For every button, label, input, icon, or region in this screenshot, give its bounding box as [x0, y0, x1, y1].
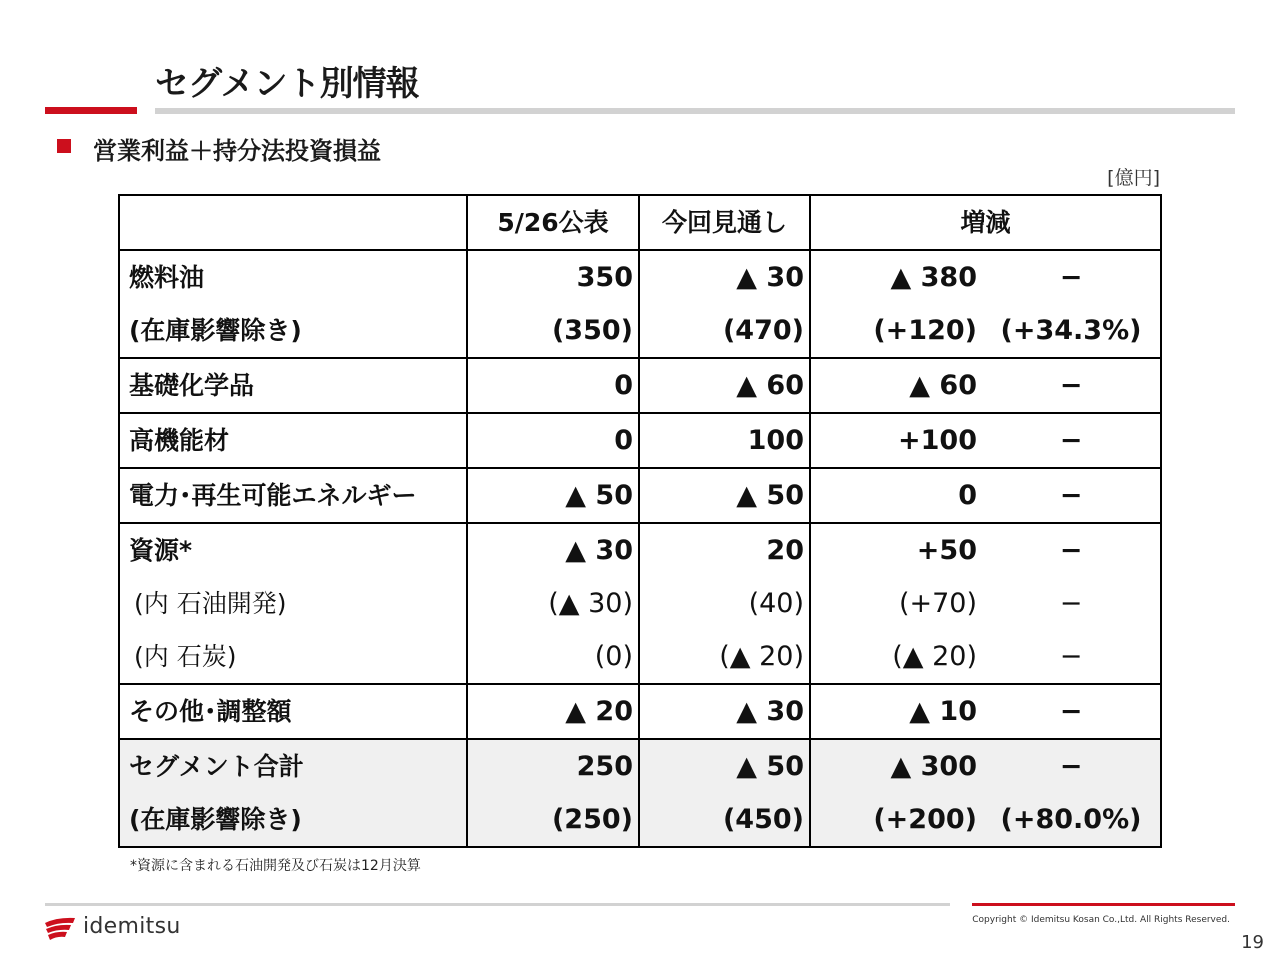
row-label: (内 石炭) [119, 630, 467, 684]
row-label: 基礎化学品 [119, 358, 467, 413]
cell-v4: − [982, 630, 1161, 684]
cell-v2: ▲ 30 [639, 684, 810, 739]
cell-v3: (▲ 20) [810, 630, 982, 684]
cell-v2: ▲ 30 [639, 250, 810, 304]
cell-v3: ▲ 380 [810, 250, 982, 304]
cell-v3: ▲ 10 [810, 684, 982, 739]
cell-v2: 20 [639, 523, 810, 577]
row-label: セグメント合計 [119, 739, 467, 793]
cell-v1: ▲ 50 [467, 468, 639, 523]
cell-v4: − [982, 523, 1161, 577]
cell-v1: 350 [467, 250, 639, 304]
table-row [119, 250, 1161, 304]
header-col3: 増減 [810, 195, 1161, 250]
copyright: Copyright © Idemitsu Kosan Co.,Ltd. All Rights Reserved. [972, 915, 1230, 925]
page-number: 19 [1241, 932, 1264, 953]
title-accent-bar [45, 107, 137, 114]
cell-v2: ▲ 50 [639, 739, 810, 793]
cell-v3: (+70) [810, 577, 982, 630]
cell-v3: (+120) [810, 304, 982, 358]
cell-v4: (+34.3%) [982, 304, 1161, 358]
title-underline [155, 108, 1235, 114]
logo-text: idemitsu [83, 914, 181, 939]
cell-v3: +50 [810, 523, 982, 577]
cell-v2: ▲ 60 [639, 358, 810, 413]
table-row-total [119, 739, 1161, 793]
cell-v2: (470) [639, 304, 810, 358]
cell-v3: ▲ 60 [810, 358, 982, 413]
cell-v4: − [982, 577, 1161, 630]
table-row [119, 684, 1161, 739]
row-label: 電力･再生可能エネルギー [119, 468, 467, 523]
table-row [119, 577, 1161, 630]
header-col1: 5/26公表 [467, 195, 639, 250]
table-row [119, 304, 1161, 358]
table-row [119, 523, 1161, 577]
cell-v3: 0 [810, 468, 982, 523]
table-row-total [119, 793, 1161, 847]
footnote: *資源に含まれる石油開発及び石炭は12月決算 [130, 858, 421, 874]
cell-v4: (+80.0%) [982, 793, 1161, 847]
cell-v2: ▲ 50 [639, 468, 810, 523]
cell-v1: 0 [467, 413, 639, 468]
cell-v1: ▲ 30 [467, 523, 639, 577]
table-row [119, 468, 1161, 523]
row-label: (内 石油開発) [119, 577, 467, 630]
table-row [119, 358, 1161, 413]
cell-v3: ▲ 300 [810, 739, 982, 793]
header-col2: 今回見通し [639, 195, 810, 250]
row-label: (在庫影響除き) [119, 304, 467, 358]
cell-v4: − [982, 739, 1161, 793]
cell-v4: − [982, 413, 1161, 468]
cell-v1: ▲ 20 [467, 684, 639, 739]
cell-v1: (250) [467, 793, 639, 847]
cell-v2: 100 [639, 413, 810, 468]
cell-v3: +100 [810, 413, 982, 468]
bullet-square-icon [57, 139, 71, 153]
cell-v3: (+200) [810, 793, 982, 847]
cell-v4: − [982, 684, 1161, 739]
page-title: セグメント別情報 [155, 64, 419, 104]
row-label: その他･調整額 [119, 684, 467, 739]
row-label: 資源* [119, 523, 467, 577]
footer-accent-bar [972, 903, 1235, 906]
table-row [119, 413, 1161, 468]
table-header-row [119, 195, 1161, 250]
row-label: (在庫影響除き) [119, 793, 467, 847]
cell-v4: − [982, 250, 1161, 304]
unit-label: [億円] [1107, 167, 1160, 189]
cell-v1: 250 [467, 739, 639, 793]
cell-v1: (0) [467, 630, 639, 684]
segment-table [118, 194, 1162, 848]
footer-divider [45, 903, 950, 906]
cell-v2: (40) [639, 577, 810, 630]
cell-v1: 0 [467, 358, 639, 413]
row-label: 高機能材 [119, 413, 467, 468]
cell-v4: − [982, 358, 1161, 413]
row-label: 燃料油 [119, 250, 467, 304]
cell-v2: (▲ 20) [639, 630, 810, 684]
idemitsu-mark-icon [43, 916, 77, 942]
cell-v1: (350) [467, 304, 639, 358]
cell-v4: − [982, 468, 1161, 523]
cell-v2: (450) [639, 793, 810, 847]
cell-v1: (▲ 30) [467, 577, 639, 630]
section-subtitle: 営業利益＋持分法投資損益 [93, 137, 381, 165]
table-row [119, 630, 1161, 684]
header-blank [119, 195, 467, 250]
